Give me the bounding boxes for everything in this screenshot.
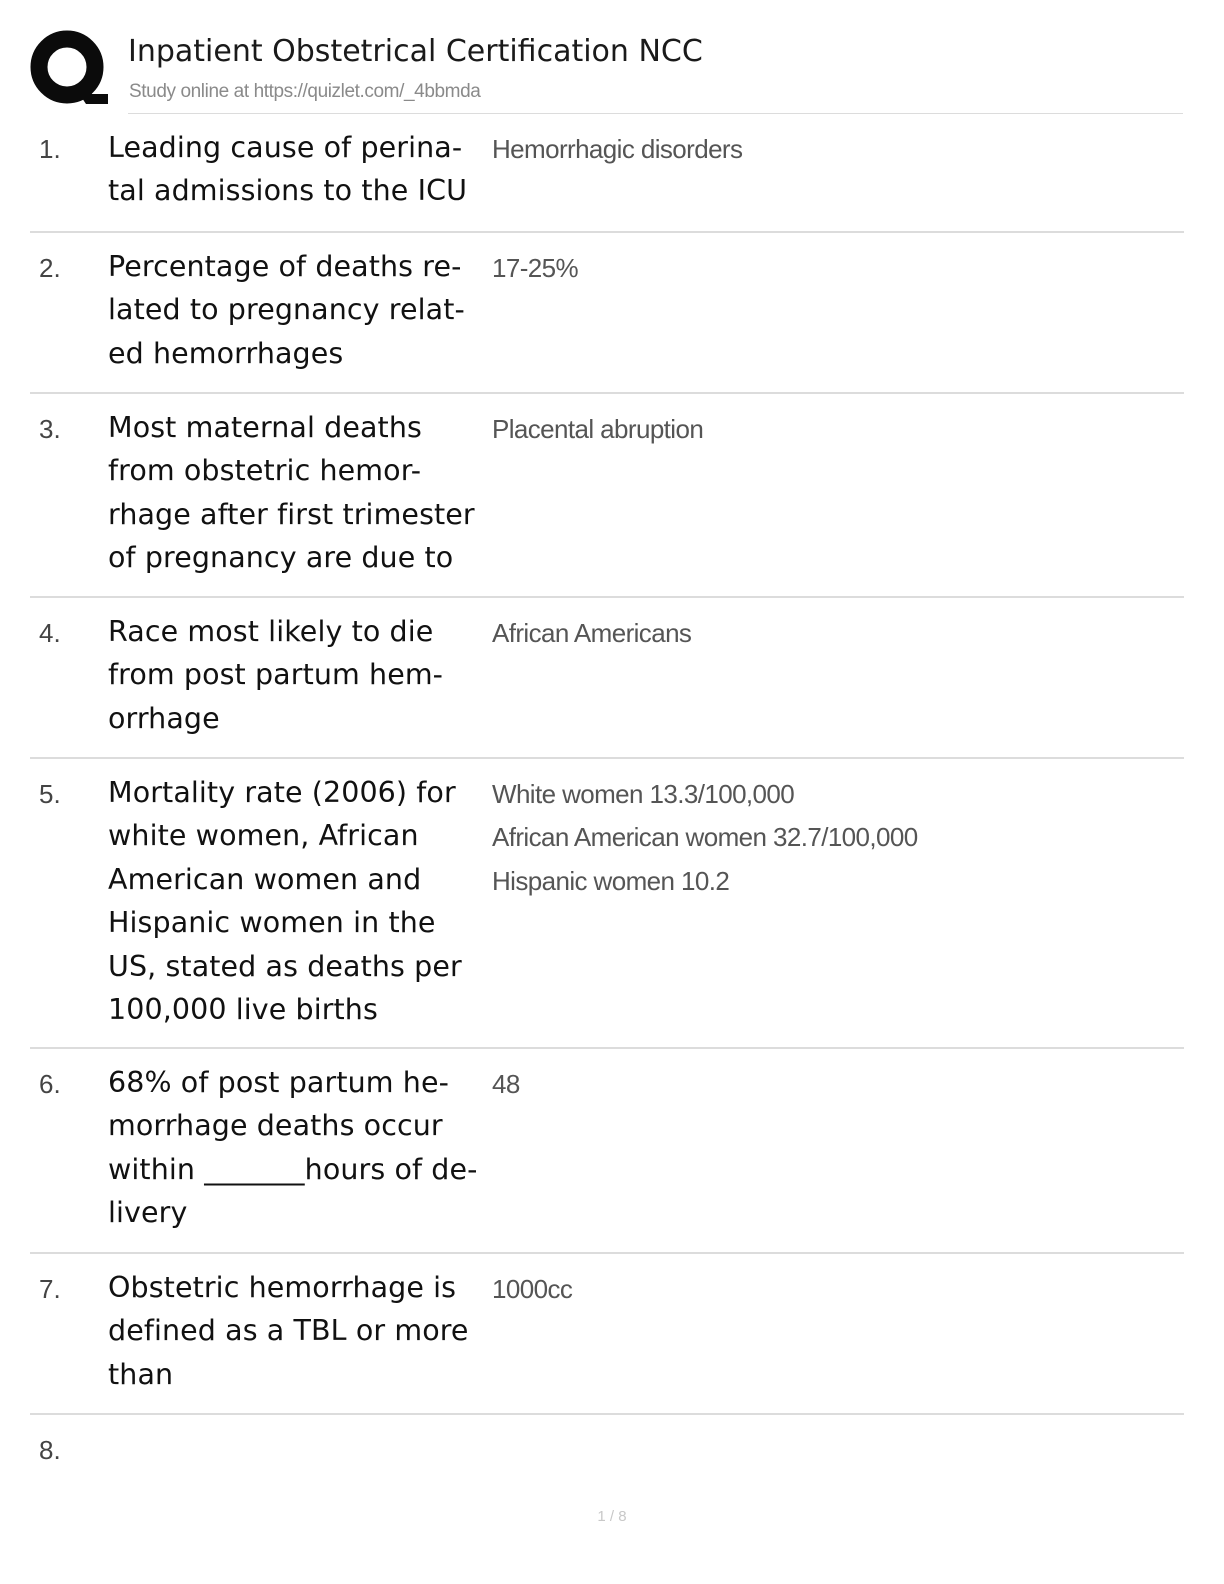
card-number: 6. xyxy=(39,1069,61,1099)
flashcard-row xyxy=(30,1254,1184,1415)
card-definition xyxy=(492,128,1172,171)
definition-line: African American women 32.7/100,000 xyxy=(492,822,918,853)
card-term: Obstetric hemorrhage is defined as a TBL or more than xyxy=(108,1271,469,1391)
definition-line: African Americans xyxy=(492,618,692,648)
card-number: 1. xyxy=(39,134,61,164)
card-term: Mortality rate (2006) for white women, African American women and Hispanic women in the US, stated as deaths per 100,000 live births xyxy=(108,776,462,1027)
card-definition xyxy=(492,247,1172,290)
card-definition xyxy=(492,408,1172,451)
flashcard-row xyxy=(30,759,1184,1049)
card-term: Race most likely to die from post partum hem- orrhage xyxy=(108,615,444,735)
card-definition xyxy=(492,1063,1172,1106)
flashcard-row xyxy=(30,1049,1184,1254)
card-term: Leading cause of perina- tal admissions to the ICU xyxy=(108,131,468,208)
card-number: 5. xyxy=(39,779,61,809)
quizlet-logo-icon xyxy=(30,30,108,108)
flashcard-row xyxy=(30,598,1184,759)
flashcard-row xyxy=(30,394,1184,598)
card-term: 68% of post partum he- morrhage deaths occur within _______hours of de- livery xyxy=(108,1066,478,1230)
flashcard-row xyxy=(30,114,1184,233)
card-number: 7. xyxy=(39,1274,61,1304)
definition-line: Hemorrhagic disorders xyxy=(492,134,743,164)
card-number: 4. xyxy=(39,618,61,648)
definition-line: White women 13.3/100,000 xyxy=(492,779,795,809)
definition-line: 1000cc xyxy=(492,1274,573,1304)
definition-line: 17-25% xyxy=(492,253,579,283)
flashcard-row xyxy=(30,1415,1184,1485)
card-number: 8. xyxy=(39,1435,61,1465)
flashcard-row xyxy=(30,233,1184,394)
card-definition xyxy=(492,612,1172,655)
definition-line: Hispanic women 10.2 xyxy=(492,865,730,896)
page-number: 1 / 8 xyxy=(597,1508,627,1525)
card-number: 2. xyxy=(39,253,61,283)
card-number: 3. xyxy=(39,414,61,444)
definition-line: 48 xyxy=(492,1069,520,1099)
definition-line: Placental abruption xyxy=(492,414,704,444)
card-definition xyxy=(492,1268,1172,1311)
card-term: Most maternal deaths from obstetric hemor- rhage after first trimester of pregnancy are due to xyxy=(108,411,475,575)
card-term: Percentage of deaths re- lated to pregnancy relat- ed hemorrhages xyxy=(108,250,465,370)
card-definition xyxy=(492,773,1172,903)
flashcard-list xyxy=(30,114,1184,1485)
page-title: Inpatient Obstetrical Certification NCC xyxy=(128,34,703,69)
study-link-text: Study online at https://quizlet.com/_4bbmda xyxy=(129,81,481,102)
